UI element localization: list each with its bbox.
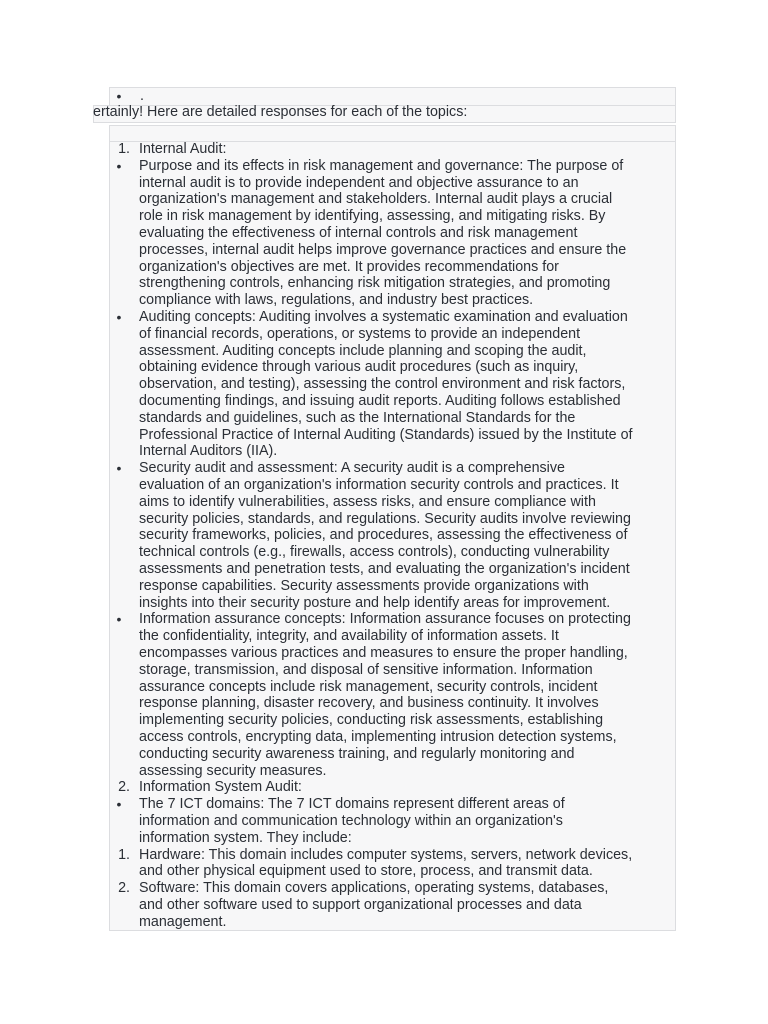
- list-item-line: and other software used to support organizational processes and data: [139, 896, 582, 913]
- list-item-line: response capabilities. Security assessments provide organizations with: [139, 577, 589, 594]
- list-item-line: obtaining evidence through various audit procedures (such as inquiry,: [139, 359, 579, 376]
- bullet-marker: •: [116, 460, 122, 477]
- list-item: [139, 880, 679, 930]
- list-item-line: Professional Practice of Internal Auditing (Standards) issued by the Institute of: [139, 426, 633, 443]
- number-marker: 1.: [118, 141, 130, 157]
- bullet-marker: •: [116, 157, 122, 174]
- list-item-line: technical controls (e.g., firewalls, access controls), conducting vulnerability: [139, 544, 610, 561]
- number-marker: 2.: [118, 880, 130, 897]
- list-item-line: information system. They include:: [139, 829, 352, 846]
- list-item-line: assessing security measures.: [139, 762, 327, 779]
- list-item-line: and other physical equipment used to store, process, and transmit data.: [139, 863, 593, 880]
- list-item-line: management.: [139, 913, 227, 930]
- list-item-line: compliance with laws, regulations, and industry best practices.: [139, 292, 534, 309]
- list-item-line: of financial records, operations, or systems to provide an independent: [139, 325, 581, 342]
- list-item-line: Information System Audit:: [139, 779, 302, 796]
- spacer-box: [109, 125, 676, 141]
- list-item: [139, 796, 679, 846]
- list-item-line: access controls, encrypting data, implementing intrusion detection systems,: [139, 728, 617, 745]
- list-item-line: storage, transmission, and disposal of sensitive information. Information: [139, 661, 593, 678]
- list-item-line: the confidentiality, integrity, and availability of information assets. It: [139, 628, 559, 645]
- list-item-line: role in risk management by identifying, assessing, and mitigating risks. By: [139, 208, 606, 225]
- list-item-line: assessment. Auditing concepts include planning and scoping the audit,: [139, 342, 587, 359]
- list-item-line: encompasses various practices and measures to ensure the proper handling,: [139, 644, 628, 661]
- list-item: [139, 158, 679, 309]
- top-bullet-text: .: [140, 88, 144, 104]
- list-item-line: conducting security awareness training, and regularly monitoring and: [139, 745, 575, 762]
- list-item-line: Internal Auditors (IIA).: [139, 443, 278, 460]
- list-item-line: The 7 ICT domains: The 7 ICT domains represent different areas of: [139, 796, 565, 813]
- list-item-line: evaluation of an organization's information security controls and practices. It: [139, 476, 619, 493]
- list-item-line: standards and guidelines, such as the International Standards for the: [139, 409, 576, 426]
- top-bullet-marker: •: [116, 88, 122, 104]
- list-item-line: documenting findings, and issuing audit reports. Auditing follows established: [139, 392, 621, 409]
- list-item-line: security frameworks, policies, and procedures, assessing the effectiveness of: [139, 527, 628, 544]
- list-item-line: response planning, disaster recovery, and business continuity. It involves: [139, 695, 599, 712]
- list-item-line: observation, and testing), assessing the control environment and risk factors,: [139, 376, 626, 393]
- list-item-line: information and communication technology within an organization's: [139, 812, 563, 829]
- list-item-line: assurance concepts include risk management, security controls, incident: [139, 678, 598, 695]
- list-item-line: Hardware: This domain includes computer systems, servers, network devices,: [139, 846, 633, 863]
- list-item-line: Internal Audit:: [139, 141, 227, 157]
- number-marker: 1.: [118, 846, 130, 863]
- list-item: [139, 779, 679, 796]
- list-item-line: Information assurance concepts: Information assurance focuses on protecting: [139, 611, 631, 628]
- list-item-line: organization's management and stakeholders. Internal audit plays a crucial: [139, 191, 613, 208]
- list-item-line: Auditing concepts: Auditing involves a systematic examination and evaluation: [139, 309, 628, 325]
- intro-text: ertainly! Here are detailed responses for each of the topics:: [93, 104, 468, 120]
- list-item-line: internal audit is to provide independent and objective assurance to an: [139, 174, 579, 191]
- list-item-line: Software: This domain covers applications, operating systems, databases,: [139, 880, 609, 897]
- list-item: [139, 611, 679, 779]
- list-item-line: Security audit and assessment: A security audit is a comprehensive: [139, 460, 565, 477]
- list-item-line: processes, internal audit helps improve governance practices and ensure the: [139, 241, 627, 258]
- bullet-marker: •: [116, 796, 122, 813]
- list-item-line: strengthening controls, enhancing risk mitigation strategies, and promoting: [139, 275, 611, 292]
- list-item: [139, 460, 679, 611]
- list-item-line: insights into their security posture and help identify areas for improvement.: [139, 594, 611, 611]
- list-item-line: organization's objectives are met. It provides recommendations for: [139, 258, 559, 275]
- list-item-line: security policies, standards, and regulations. Security audits involve reviewing: [139, 510, 631, 527]
- list-item-line: implementing security policies, conducting risk assessments, establishing: [139, 712, 604, 729]
- list-item-line: aims to identify vulnerabilities, assess risks, and ensure compliance with: [139, 493, 596, 510]
- list-item-line: assessments and penetration tests, and evaluating the organization's incident: [139, 560, 630, 577]
- list-item-line: evaluating the effectiveness of internal controls and risk management: [139, 224, 578, 241]
- list-item: [139, 309, 679, 460]
- bullet-marker: •: [116, 611, 122, 628]
- list-item-line: Purpose and its effects in risk management and governance: The purpose of: [139, 157, 624, 174]
- list-item: [139, 847, 679, 881]
- list-item: [139, 141, 679, 158]
- number-marker: 2.: [118, 779, 130, 796]
- bullet-marker: •: [116, 309, 122, 325]
